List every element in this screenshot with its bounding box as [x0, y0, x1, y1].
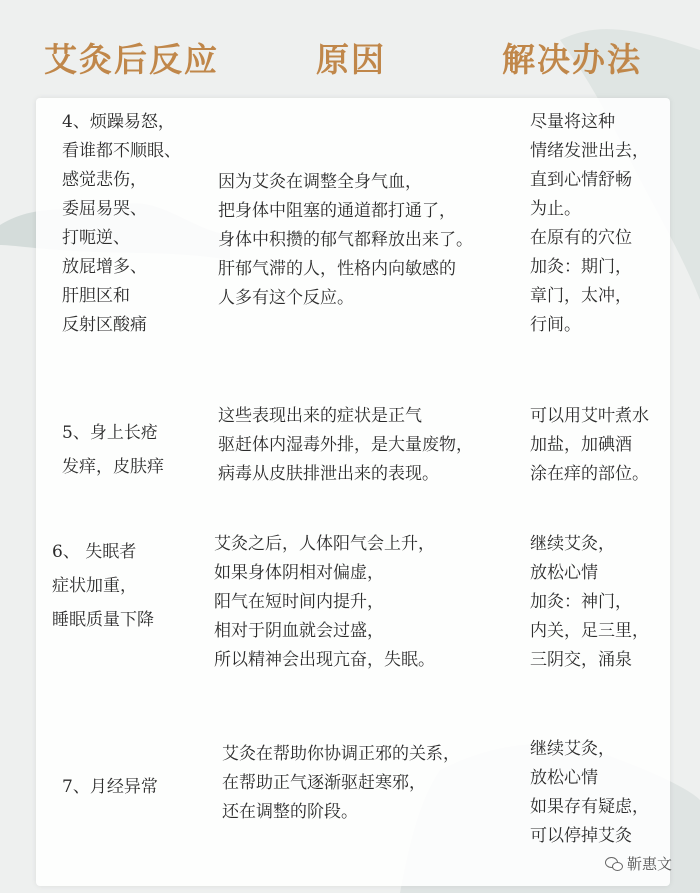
solution-line: 放松心情 [530, 563, 598, 583]
solution-line: 涂在痒的部位。 [530, 464, 649, 484]
solution-cell [530, 735, 649, 851]
reason-cell [218, 402, 473, 489]
reason-line: 身体中积攒的郁气都释放出来了。 [218, 230, 473, 250]
reason-line: 如果身体阴相对偏虚， [214, 563, 384, 583]
solution-line: 内关，足三里， [530, 621, 649, 641]
solution-line: 在原有的穴位 [530, 228, 632, 248]
symptom-cell [62, 416, 164, 484]
reason-line: 还在调整的阶段。 [222, 802, 358, 822]
solution-line: 直到心情舒畅 [530, 170, 632, 190]
symptom-cell [62, 108, 181, 340]
solution-cell [530, 108, 649, 340]
symptom-line: 委屈易哭、 [62, 199, 147, 219]
symptom-line: 睡眠质量下降 [52, 610, 154, 630]
symptom-line: 打呃逆、 [62, 228, 130, 248]
solution-line: 如果存有疑虑， [530, 797, 649, 817]
solution-line: 加灸：神门， [530, 592, 632, 612]
solution-line: 尽量将这种 [530, 112, 615, 132]
symptom-line: 5、身上长疮 [62, 423, 158, 443]
watermark-author: 靳惠文 [626, 855, 672, 873]
symptom-line: 7、月经异常 [62, 777, 158, 797]
reason-line: 病毒从皮肤排泄出来的表现。 [218, 464, 439, 484]
reason-line: 艾灸在帮助你协调正邪的关系， [222, 744, 460, 764]
reason-line: 因为艾灸在调整全身气血， [218, 172, 422, 192]
symptom-line: 看谁都不顺眼、 [62, 141, 181, 161]
reason-line: 把身体中阻塞的通道都打通了， [218, 201, 456, 221]
reason-cell [222, 740, 460, 827]
solution-line: 可以用艾叶煮水 [530, 406, 649, 426]
solution-line: 章门，太冲， [530, 286, 632, 306]
reason-line: 所以精神会出现亢奋，失眠。 [214, 650, 435, 670]
solution-line: 可以停掉艾灸 [530, 826, 632, 846]
reason-line: 驱赶体内湿毒外排，是大量废物， [218, 435, 473, 455]
symptom-line: 4、烦躁易怒， [62, 112, 175, 132]
symptom-line: 6、 失眠者 [52, 542, 137, 562]
symptom-line: 发痒，皮肤痒 [62, 457, 164, 477]
reason-line: 人多有这个反应。 [218, 288, 354, 308]
symptom-cell [62, 773, 158, 802]
symptom-line: 反射区酸痛 [62, 315, 147, 335]
watermark [605, 853, 672, 874]
header-reason: 原因 [316, 40, 386, 79]
solution-line: 放松心情 [530, 768, 598, 788]
symptom-line: 放屁增多、 [62, 257, 147, 277]
solution-line: 情绪发泄出去， [530, 141, 649, 161]
solution-cell [530, 402, 649, 489]
symptom-cell [52, 535, 154, 637]
reason-line: 这些表现出来的症状是正气 [218, 406, 422, 426]
wechat-icon [605, 857, 623, 871]
solution-line: 为止。 [530, 199, 581, 219]
solution-line: 行间。 [530, 315, 581, 335]
solution-line: 三阴交，涌泉 [530, 650, 632, 670]
reason-cell [214, 530, 435, 675]
symptom-line: 感觉悲伤， [62, 170, 147, 190]
reason-line: 相对于阴血就会过盛， [214, 621, 384, 641]
symptom-line: 症状加重， [52, 576, 137, 596]
reason-line: 在帮助正气逐渐驱赶寒邪， [222, 773, 426, 793]
header-reaction: 艾灸后反应 [44, 40, 219, 79]
solution-line: 加盐，加碘酒 [530, 435, 632, 455]
reason-line: 艾灸之后，人体阳气会上升， [214, 534, 435, 554]
reason-line: 肝郁气滞的人，性格内向敏感的 [218, 259, 456, 279]
header-solution: 解决办法 [502, 40, 642, 79]
solution-line: 继续艾灸， [530, 739, 615, 759]
solution-cell [530, 530, 649, 675]
solution-line: 继续艾灸， [530, 534, 615, 554]
solution-line: 加灸：期门， [530, 257, 632, 277]
reason-cell [218, 168, 473, 313]
symptom-line: 肝胆区和 [62, 286, 130, 306]
reason-line: 阳气在短时间内提升， [214, 592, 384, 612]
